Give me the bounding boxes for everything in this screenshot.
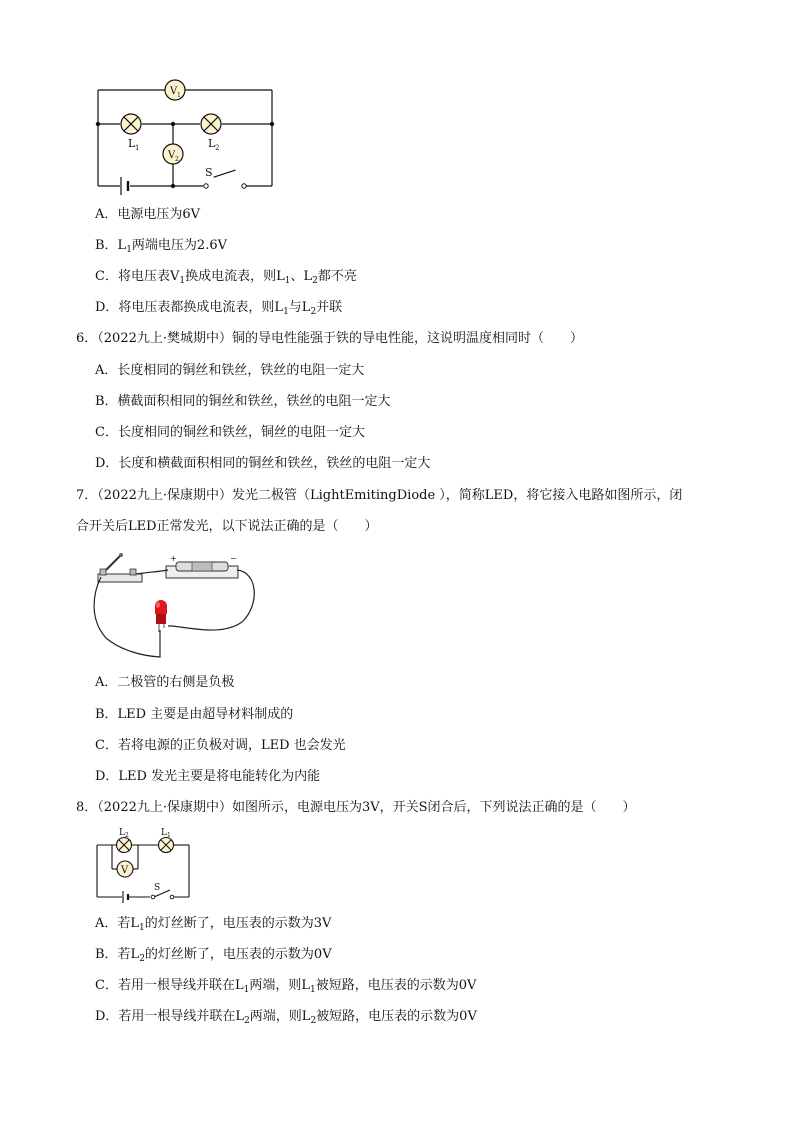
svg-text:V: V [121, 865, 129, 876]
q5-label-l2: L [208, 137, 216, 150]
q8-label-l2: L [119, 828, 125, 838]
q8-option-b: B．若$L_2$的灯丝断了，电压表的示数为0V [95, 947, 332, 964]
q8-option-a: A．若$L_1$的灯丝断了，电压表的示数为3V [95, 916, 332, 933]
q5-option-a: A．电源电压为6V [95, 207, 201, 222]
q7-minus-label: − [230, 554, 237, 563]
q5-option-b: B．$L_1$两端电压为2.6V [95, 238, 227, 255]
svg-text:1: 1 [177, 92, 181, 99]
q7-option-b: B．LED 主要是由超导材料制成的 [95, 707, 294, 722]
svg-text:2: 2 [215, 144, 220, 152]
svg-text:V: V [170, 86, 178, 97]
lamp-l1-icon [159, 838, 174, 853]
svg-text:V: V [168, 150, 176, 161]
q7-option-c: C．若将电源的正负极对调，LED 也会发光 [95, 738, 346, 753]
q7-option-d: D．LED 发光主要是将电能转化为内能 [95, 769, 321, 784]
q6-option-b: B．横截面积相同的铜丝和铁丝，铁丝的电阻一定大 [95, 394, 391, 409]
voltmeter-icon [117, 861, 133, 877]
svg-text:2: 2 [175, 156, 179, 163]
q5-label-s: S [205, 166, 213, 179]
voltmeter-v1-icon [165, 80, 185, 100]
svg-text:2: 2 [125, 832, 129, 839]
q8-stem: 8．（2022九上·保康期中）如图所示，电源电压为3V，开关S闭合后，下列说法正确的是（ ） [76, 800, 636, 815]
voltmeter-v2-icon [163, 144, 183, 164]
q8-circuit-diagram [92, 824, 192, 906]
q7-stem-line2: 合开关后LED正常发光，以下说法正确的是（ ） [76, 519, 378, 534]
q5-option-d: D．将电压表都换成电流表，则$L_1$与$L_2$并联 [95, 300, 343, 317]
lamp-l2-icon [117, 838, 132, 853]
svg-text:1: 1 [135, 144, 140, 152]
q6-option-c: C．长度相同的铜丝和铁丝，铜丝的电阻一定大 [95, 425, 365, 440]
lamp-l2-icon [201, 114, 221, 134]
q6-stem: 6．（2022九上·樊城期中）铜的导电性能强于铁的导电性能，这说明温度相同时（ ） [76, 331, 583, 346]
q5-option-c: C．将电压表$V_1$换成电流表，则$L_1$、$L_2$都不亮 [95, 269, 357, 286]
led-icon [155, 600, 167, 632]
q8-label-l1: L [161, 828, 167, 838]
q7-led-circuit-picture [92, 550, 257, 665]
lamp-l1-icon [121, 114, 141, 134]
svg-text:1: 1 [167, 832, 171, 839]
q6-option-d: D．长度和横截面积相同的铜丝和铁丝，铁丝的电阻一定大 [95, 456, 431, 471]
q6-option-a: A．长度相同的铜丝和铁丝，铁丝的电阻一定大 [95, 363, 365, 378]
q7-option-a: A．二极管的右侧是负极 [95, 675, 235, 690]
q8-option-c: C．若用一根导线并联在$L_1$两端，则$L_1$被短路，电压表的示数为0V [95, 978, 477, 995]
q5-circuit-diagram [90, 76, 280, 191]
q5-label-l1: L [128, 137, 136, 150]
q8-option-d: D．若用一根导线并联在$L_2$两端，则$L_2$被短路，电压表的示数为0V [95, 1009, 477, 1026]
q8-label-s: S [154, 883, 161, 893]
q7-plus-label: + [170, 554, 177, 563]
q7-stem-line1: 7．（2022九上·保康期中）发光二极管（LightEmitingDiode ），简称LED，将它接入电路如图所示，闭 [76, 488, 683, 503]
